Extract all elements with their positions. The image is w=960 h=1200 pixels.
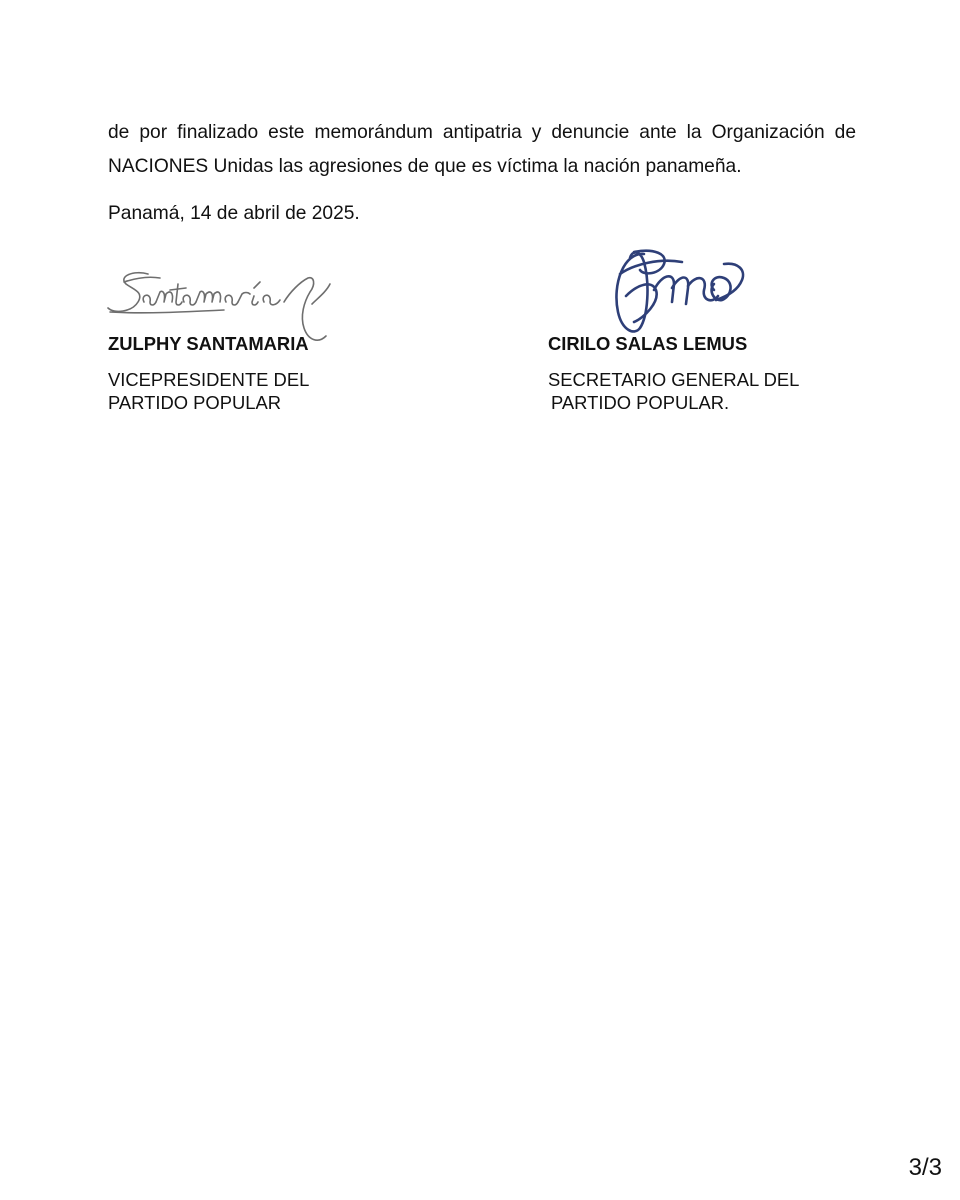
signer-title-left-line1: VICEPRESIDENTE DEL xyxy=(108,369,310,390)
body-line-2: NACIONES Unidas las agresiones de que es víctima la nación panameña. xyxy=(108,156,742,177)
signature-right xyxy=(604,244,750,340)
date-line: Panamá, 14 de abril de 2025. xyxy=(108,203,360,224)
signer-name-right: CIRILO SALAS LEMUS xyxy=(548,333,748,354)
body-line-1: de por finalizado este memorándum antipatria y denuncie ante la Organización de xyxy=(108,122,856,143)
signer-title-right-line1: SECRETARIO GENERAL DEL xyxy=(548,369,800,390)
signer-name-left: ZULPHY SANTAMARIA xyxy=(108,333,309,354)
page-number: 3/3 xyxy=(908,1154,942,1181)
body-paragraph xyxy=(108,116,856,184)
signer-title-left-line2: PARTIDO POPULAR xyxy=(108,392,282,413)
signer-title-right-line2: PARTIDO POPULAR. xyxy=(551,392,730,413)
